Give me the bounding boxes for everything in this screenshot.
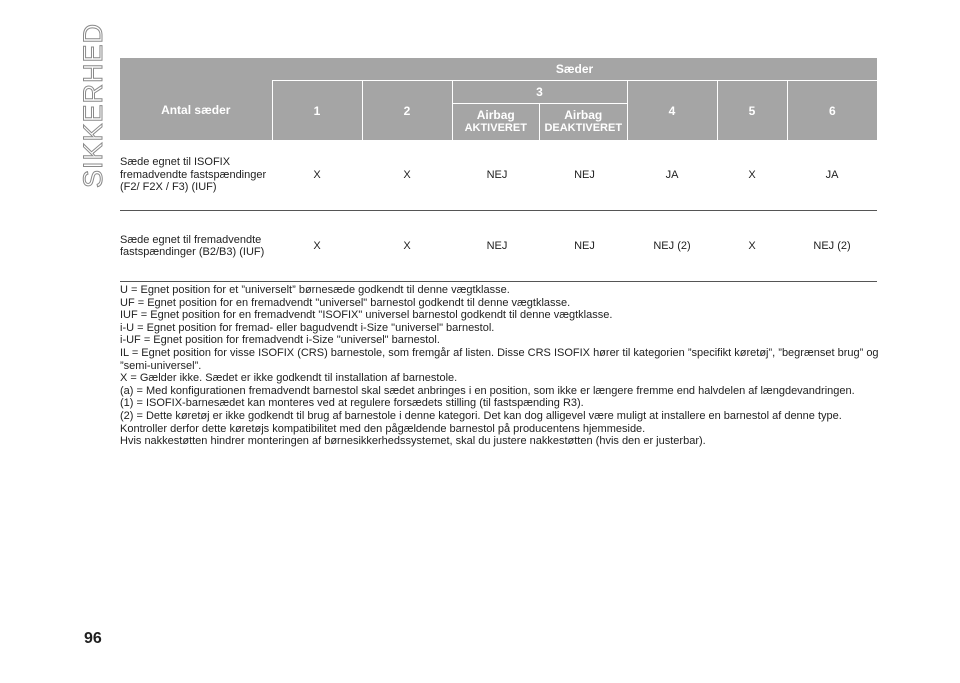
note-u: U = Egnet position for et ”universelt” børnesæde godkendt til denne vægtklasse. (120, 284, 510, 296)
cell-seat-6: NEJ (2) (787, 211, 877, 282)
header-seat-1: 1 (272, 81, 362, 141)
cell-seat-3-airbag-active: NEJ (452, 140, 542, 211)
cell-seat-2: X (362, 211, 452, 282)
page-number: 96 (84, 630, 102, 647)
header-seats-group: Sæder (272, 58, 877, 81)
header-seat-3-number: 3 (453, 81, 627, 104)
header-seat-6: 6 (787, 81, 877, 141)
header-seat-2: 2 (362, 81, 452, 141)
note-a: (a) = Med konfigurationen fremadvendt barnestol skal sædet anbringes i en position, som ikke er længere fremme end halvdelen af længdevandringen. (120, 384, 855, 397)
note-1: (1) = ISOFIX-barnesædet kan monteres ved at regulere forsædets stilling (til fastspænding R3). (120, 397, 584, 410)
note-x: X = Gælder ikke. Sædet er ikke godkendt til installation af barnestole. (120, 372, 458, 385)
airbag-state-deactivated: DEAKTIVERET (544, 122, 623, 134)
seat-compatibility-table (120, 58, 877, 282)
airbag-label: Airbag (476, 108, 515, 122)
cell-seat-1: X (272, 211, 362, 282)
note-2: (2) = Dette køretøj er ikke godkendt til brug af barnestole i denne kategori. Det kan dog alligevel være muligt at installere en barnestol af denne type. Kontroller derfor dette køretøjs kompatibilitet med den pågældende barnestol på producentens hjemmeside. (120, 409, 842, 435)
header-airbag-active (453, 104, 540, 140)
note-i-u: i-U = Egnet position for fremad- eller bagudvendt i-Size "universel" barnestol. (120, 321, 495, 334)
header-airbag-deactivated (539, 104, 627, 140)
header-seat-4: 4 (627, 81, 717, 141)
cell-seat-2: X (362, 140, 452, 211)
cell-seat-4: JA (627, 140, 717, 211)
section-title: SIKKERHED (78, 22, 108, 188)
legend-notes (120, 284, 880, 448)
cell-seat-5: X (717, 140, 787, 211)
cell-seat-4: NEJ (2) (627, 211, 717, 282)
header-seat-3 (452, 81, 627, 141)
cell-seat-6: JA (787, 140, 877, 211)
airbag-state-active: AKTIVERET (464, 122, 527, 134)
cell-seat-1: X (272, 140, 362, 211)
seat-table-container (120, 58, 877, 282)
airbag-label: Airbag (564, 108, 603, 122)
cell-seat-3-airbag-active: NEJ (452, 211, 542, 282)
note-i-uf: i-UF = Egnet position for fremadvendt i-Size "universel" barnestol. (120, 334, 440, 347)
table-row (120, 211, 877, 282)
header-seat-5: 5 (717, 81, 787, 141)
note-iuf: IUF = Egnet position for en fremadvendt "ISOFIX" universel barnestol godkendt til denne vægtklasse. (120, 309, 613, 322)
header-antal-saeder: Antal sæder (120, 81, 272, 141)
row-label: Sæde egnet til fremadvendte fastspændinger (B2/B3) (IUF) (120, 211, 272, 282)
cell-seat-3-airbag-deactivated: NEJ (542, 211, 627, 282)
table-row (120, 140, 877, 211)
note-il: IL = Egnet position for visse ISOFIX (CRS) barnestole, som fremgår af listen. Disse CRS ISOFIX hører til kategorien ”specifikt køretøj”, ”begrænset brug” og ”semi-universel”. (120, 346, 879, 372)
note-headrest: Hvis nakkestøtten hindrer monteringen af børnesikkerhedssystemet, skal du justere nakkestøtten (hvis den er justerbar). (120, 435, 706, 448)
header-blank (120, 58, 272, 81)
row-label: Sæde egnet til ISOFIX fremadvendte fastspændinger (F2/ F2X / F3) (IUF) (120, 140, 272, 211)
cell-seat-3-airbag-deactivated: NEJ (542, 140, 627, 211)
note-uf: UF = Egnet position for en fremadvendt "universel" barnestol godkendt til denne vægtklasse. (120, 296, 571, 309)
cell-seat-5: X (717, 211, 787, 282)
